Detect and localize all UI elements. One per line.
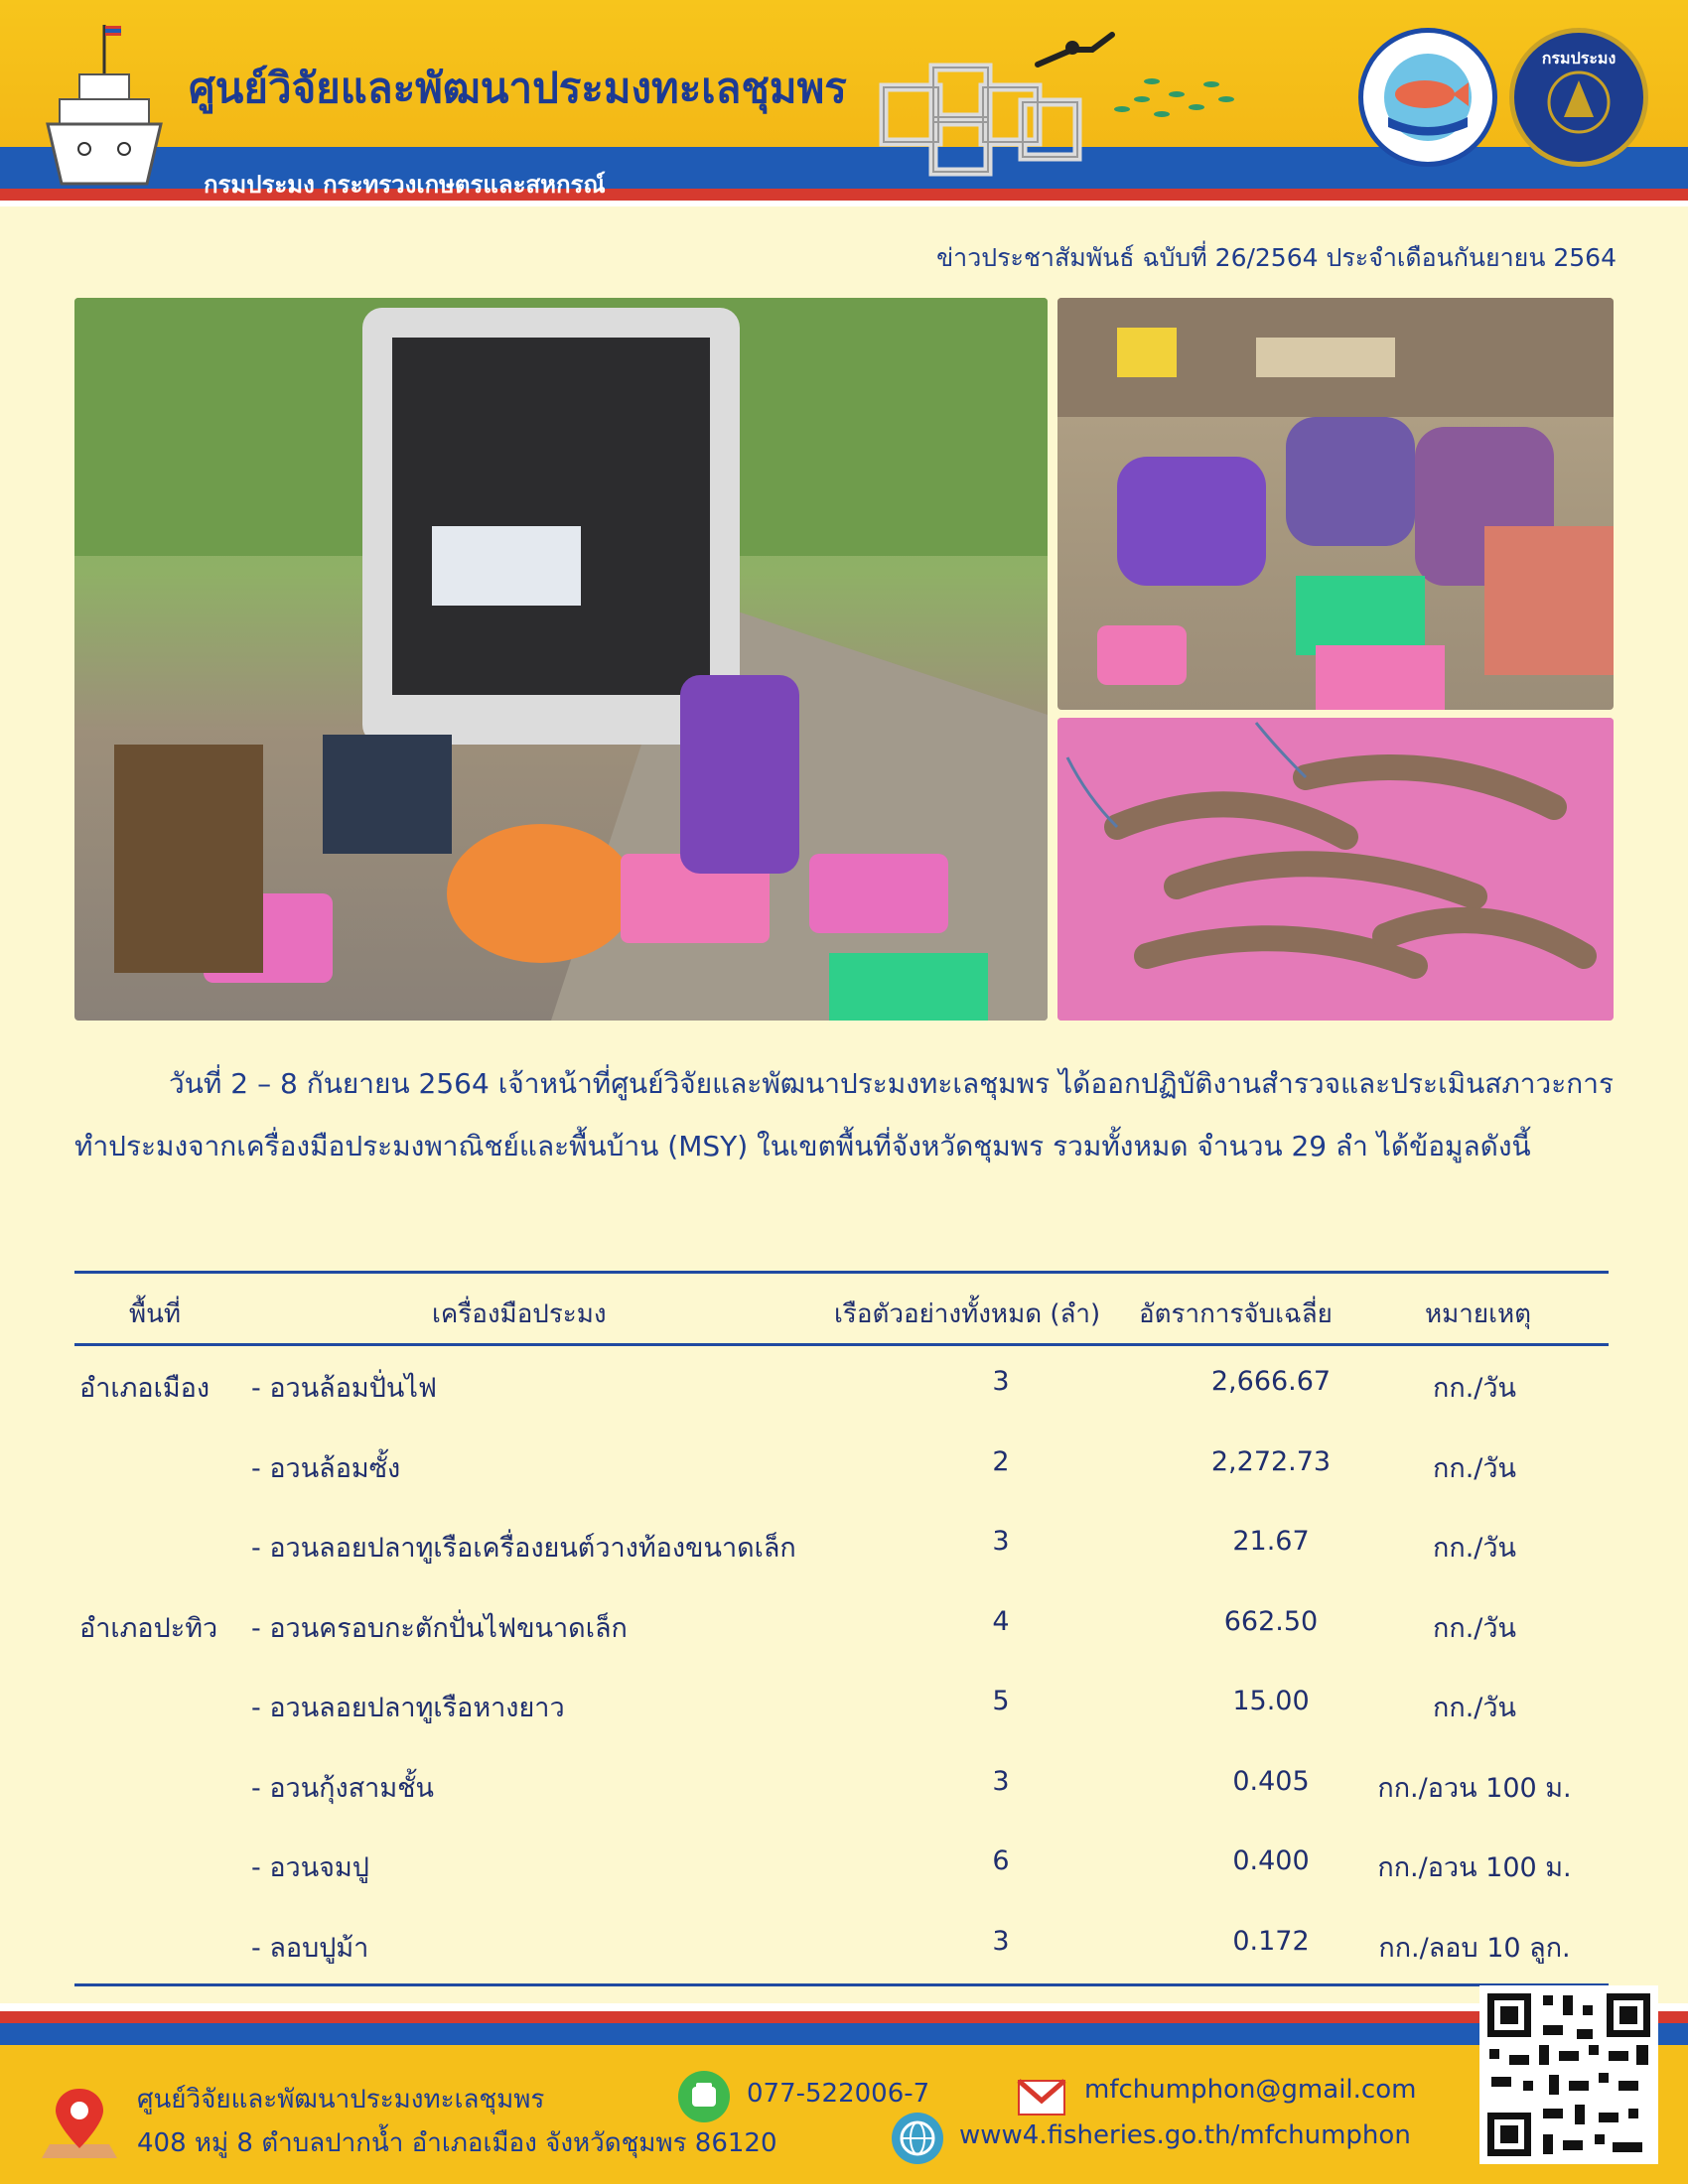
table-row — [74, 1506, 1609, 1586]
seal-label: กรมประมง — [1541, 49, 1617, 68]
cell-gear: - อวนกุ้งสามชั้น — [251, 1772, 434, 1804]
cell-rate: 2,272.73 — [1210, 1445, 1332, 1477]
cell-note: กก./วัน — [1433, 1452, 1516, 1484]
cell-area: อำเภอเมือง — [79, 1373, 211, 1404]
summary-paragraph — [74, 1052, 1614, 1177]
cell-rate: 2,666.67 — [1210, 1366, 1332, 1397]
location-pin-icon — [40, 2083, 119, 2162]
header-title: ศูนย์วิจัยและพัฒนาประมงทะเลชุมพร — [189, 64, 847, 112]
footer-address: 408 หมู่ 8 ตำบลปากน้ำ อำเภอเมือง จังหวัดชุมพร 86120 — [137, 2128, 777, 2158]
footer-red-stripe — [0, 2011, 1688, 2023]
table-row — [74, 1346, 1609, 1427]
research-center-seal — [1358, 28, 1497, 167]
cell-boats: 2 — [992, 1445, 1010, 1477]
footer-phone[interactable]: 077-522006-7 — [747, 2079, 930, 2109]
issue-line: ข่าวประชาสัมพันธ์ ฉบับที่ 26/2564 ประจำเดือนกันยายน 2564 — [936, 243, 1617, 272]
catch-rate-table — [74, 1271, 1609, 1986]
cell-note: กก./วัน — [1433, 1693, 1516, 1723]
cell-gear: - อวนลอยปลาทูเรือหางยาว — [251, 1693, 565, 1723]
cell-note: กก./วัน — [1433, 1533, 1516, 1564]
header-gear: เครื่องมือประมง — [432, 1299, 607, 1329]
cell-boats: 3 — [992, 1925, 1010, 1957]
footer-email[interactable]: mfchumphon@gmail.com — [1084, 2075, 1417, 2105]
cell-rate: 0.172 — [1232, 1925, 1310, 1957]
cell-boats: 3 — [992, 1526, 1010, 1557]
cell-rate: 0.400 — [1232, 1845, 1310, 1876]
qr-code[interactable] — [1479, 1985, 1658, 2164]
cell-rate: 662.50 — [1223, 1605, 1319, 1637]
footer-website[interactable]: www4.fisheries.go.th/mfchumphon — [959, 2120, 1411, 2150]
cell-boats: 6 — [992, 1845, 1010, 1876]
table-row — [74, 1427, 1609, 1507]
header-boats: เรือตัวอย่างทั้งหมด (ลำ) — [834, 1299, 1101, 1329]
cell-gear: - อวนล้อมปั่นไฟ — [251, 1373, 438, 1404]
cell-gear: - อวนครอบกะตักปั่นไฟขนาดเล็ก — [251, 1612, 628, 1644]
department-of-fisheries-seal — [1509, 28, 1648, 167]
table-row — [74, 1586, 1609, 1667]
photo-market-sampling — [1057, 298, 1614, 710]
header-rate: อัตราการจับเฉลี่ย — [1139, 1299, 1333, 1329]
header-subtitle: กรมประมง กระทรวงเกษตรและสหกรณ์ — [204, 171, 606, 199]
table-row — [74, 1666, 1609, 1746]
header-area: พื้นที่ — [129, 1299, 182, 1329]
table-row — [74, 1746, 1609, 1827]
cell-boats: 4 — [992, 1605, 1010, 1637]
fish-school-icon — [1102, 60, 1241, 129]
ship-logo — [40, 20, 169, 189]
footer-white-stripe — [0, 2003, 1688, 2011]
mail-icon — [1017, 2079, 1066, 2116]
table-row — [74, 1826, 1609, 1906]
cell-area: อำเภอปะทิว — [79, 1612, 218, 1644]
table-row — [74, 1906, 1609, 1986]
photo-shrimp-catch — [1057, 718, 1614, 1021]
table-header-row — [74, 1274, 1609, 1343]
footer-blue-stripe — [0, 2023, 1688, 2045]
cell-gear: - อวนลอยปลาทูเรือเครื่องยนต์วางท้องขนาดเล็ก — [251, 1533, 796, 1564]
header-note: หมายเหตุ — [1425, 1299, 1532, 1329]
page-header — [0, 0, 1688, 213]
cell-note: กก./อวน 100 ม. — [1377, 1772, 1572, 1804]
phone-icon — [678, 2071, 730, 2122]
cell-gear: - ลอบปูม้า — [251, 1932, 369, 1964]
cell-boats: 3 — [992, 1765, 1010, 1797]
footer-org: ศูนย์วิจัยและพัฒนาประมงทะเลชุมพร — [137, 2085, 545, 2115]
cell-boats: 3 — [992, 1366, 1010, 1397]
cell-note: กก./วัน — [1433, 1373, 1516, 1404]
cell-gear: - อวนล้อมซั้ง — [251, 1452, 401, 1484]
cell-rate: 0.405 — [1232, 1765, 1310, 1797]
cell-note: กก./ลอบ 10 ลูก. — [1378, 1932, 1571, 1964]
cell-boats: 5 — [992, 1686, 1010, 1716]
web-icon — [892, 2113, 943, 2164]
cell-note: กก./อวน 100 ม. — [1377, 1852, 1572, 1883]
photo-field-survey-roadside — [74, 298, 1048, 1021]
summary-paragraph-text: วันที่ 2 – 8 กันยายน 2564 เจ้าหน้าที่ศูนย์วิจัยและพัฒนาประมงทะเลชุมพร ได้ออกปฏิบัติงานสำรวจและประเมินสภาวะการทำประมงจากเครื่องมือประมงพาณิชย์และพื้นบ้าน (MSY) ในเขตพื้นที่จังหวัดชุมพร รวมทั้งหมด จำนวน 29 ลำ ได้ข้อมูลดังนี้ — [74, 1067, 1614, 1162]
cell-gear: - อวนจมปู — [251, 1852, 369, 1883]
cell-rate: 21.67 — [1232, 1526, 1310, 1557]
cell-rate: 15.00 — [1232, 1686, 1310, 1716]
cell-note: กก./วัน — [1433, 1612, 1516, 1644]
